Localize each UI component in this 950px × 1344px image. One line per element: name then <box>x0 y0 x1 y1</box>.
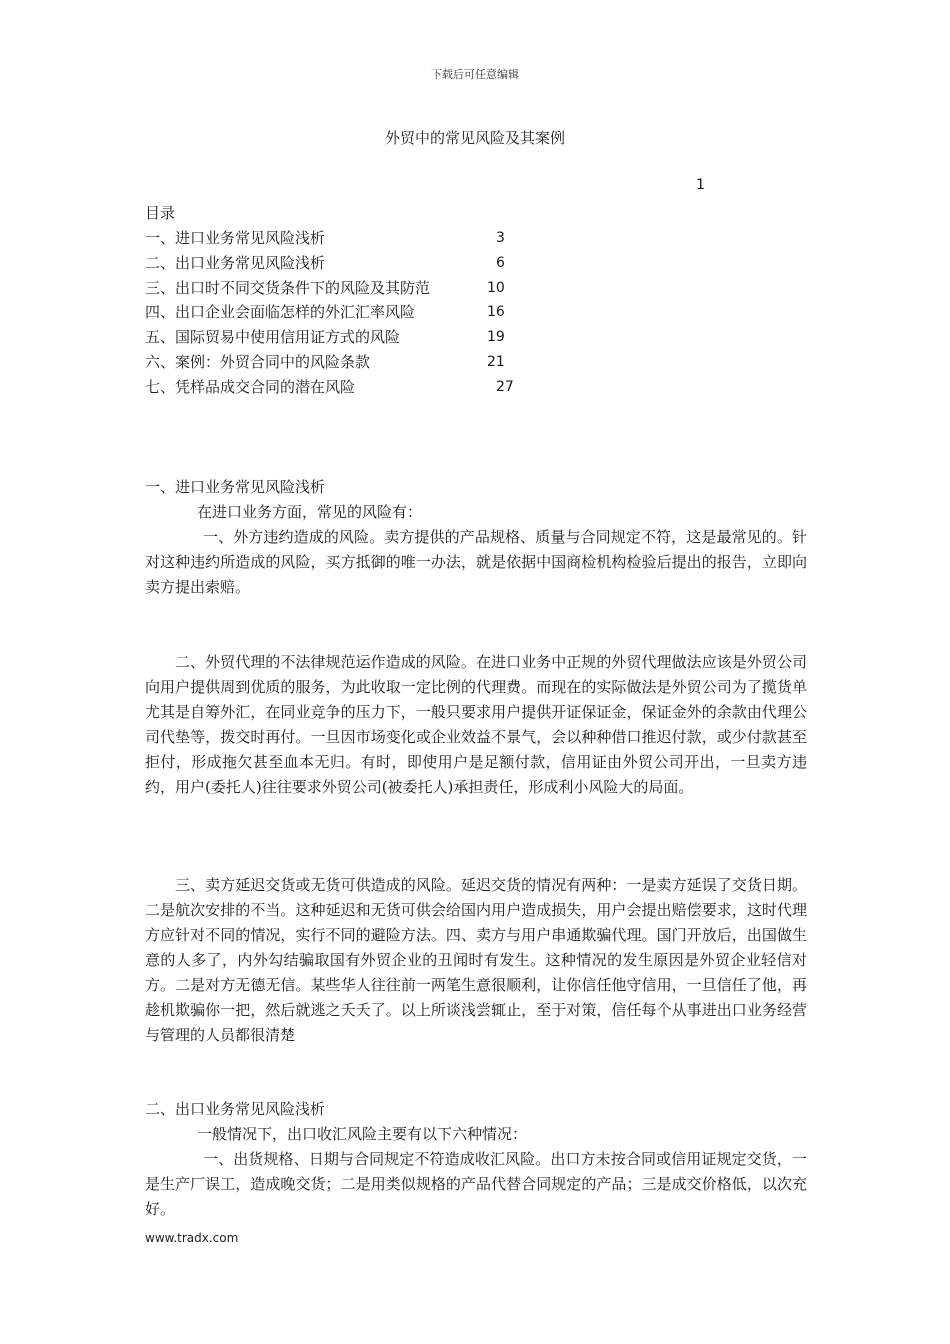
table-of-contents <box>145 226 565 400</box>
section-heading: 二、出口业务常见风险浅析 <box>145 1100 326 1118</box>
toc-item[interactable] <box>145 276 565 301</box>
toc-item-label: 五、国际贸易中使用信用证方式的风险 <box>145 328 401 347</box>
toc-item[interactable] <box>145 350 565 375</box>
toc-item-label: 一、进口业务常见风险浅析 <box>145 229 326 247</box>
toc-item[interactable] <box>145 325 565 350</box>
toc-item-label: 四、出口企业会面临怎样的外汇汇率风险 <box>145 303 416 322</box>
toc-item-page: 16 <box>487 304 505 321</box>
section-heading: 一、进口业务常见风险浅析 <box>145 478 326 496</box>
toc-item[interactable] <box>145 226 565 251</box>
section-export-risks <box>145 1097 807 1222</box>
toc-item-page: 21 <box>487 353 505 370</box>
toc-item-label: 三、出口时不同交货条件下的风险及其防范 <box>145 278 431 297</box>
toc-item-page: 6 <box>496 254 505 271</box>
toc-item[interactable] <box>145 251 565 276</box>
toc-item-page: 19 <box>487 329 505 346</box>
toc-page-number: 1 <box>696 177 705 193</box>
toc-item-page: 10 <box>487 279 505 296</box>
toc-item-label: 六、案例：外贸合同中的风险条款 <box>145 352 371 371</box>
paragraph: 三、卖方延迟交货或无货可供造成的风险。延迟交货的情况有两种：一是卖方延误了交货日期。二是航次安排的不当。这种延迟和无货可供会给国内用户造成损失，用户会提出赔偿要求，这时代理方应针对不同的情况，实行不同的避险方法。四、卖方与用户串通欺骗代理。国门开放后，出国做生意的人多了，内外勾结骗取国有外贸企业的丑闻时有发生。这种情况的发生原因是外贸企业轻信对方。二是对方无德无信。某些华人往往前一两笔生意很顺利，让你信任他守信用，一旦信任了他，再趁机欺骗你一把，然后就逃之夭夭了。以上所谈浅尝辄止，至于对策，信任每个从事进出口业务经营与管理的人员都很清楚 <box>145 876 807 1044</box>
section-intro: 在进口业务方面，常见的风险有： <box>197 503 423 521</box>
toc-item-label: 二、出口业务常见风险浅析 <box>145 253 326 272</box>
paragraph: 一、出货规格、日期与合同规定不符造成收汇风险。出口方未按合同或信用证规定交货，一是生产厂误工，造成晚交货；二是用类似规格的产品代替合同规定的产品；三是成交价格低，以次充好。 <box>145 1150 807 1218</box>
header-note: 下载后可任意编辑 <box>431 68 519 81</box>
toc-item-page: 27 <box>496 378 514 395</box>
section-intro: 一般情况下，出口收汇风险主要有以下六种情况： <box>197 1125 528 1143</box>
toc-item-label: 七、凭样品成交合同的潜在风险 <box>145 377 356 396</box>
section-import-risks-continued <box>145 650 807 800</box>
paragraph: 二、外贸代理的不法律规范运作造成的风险。在进口业务中正规的外贸代理做法应该是外贸公司向用户提供周到优质的服务，为此收取一定比例的代理费。而现在的实际做法是外贸公司为了揽货单尤其是自筹外汇，在同业竞争的压力下，一般只要求用户提供开证保证金，保证金外的余款由代理公司代垫等，拨交时再付。一旦因市场变化或企业效益不景气，会以种种借口推迟付款，或少付款甚至拒付，形成拖欠甚至血本无归。有时，即使用户是足额付款，信用证由外贸公司开出，一旦卖方违约，用户(委托人)往往要求外贸公司(被委托人)承担责任，形成利小风险大的局面。 <box>145 653 807 796</box>
toc-item[interactable] <box>145 300 565 325</box>
section-import-risks-continued <box>145 873 807 1048</box>
section-import-risks <box>145 475 807 600</box>
document-title: 外贸中的常见风险及其案例 <box>384 129 565 147</box>
toc-item[interactable] <box>145 375 565 400</box>
footer-url[interactable]: www.tradx.com <box>145 1231 239 1245</box>
toc-heading: 目录 <box>145 204 176 222</box>
toc-item-page: 3 <box>496 230 505 246</box>
paragraph: 一、外方违约造成的风险。卖方提供的产品规格、质量与合同规定不符，这是最常见的。针对这种违约所造成的风险，买方抵御的唯一办法，就是依据中国商检机构检验后提出的报告，立即向卖方提出索赔。 <box>145 528 807 596</box>
